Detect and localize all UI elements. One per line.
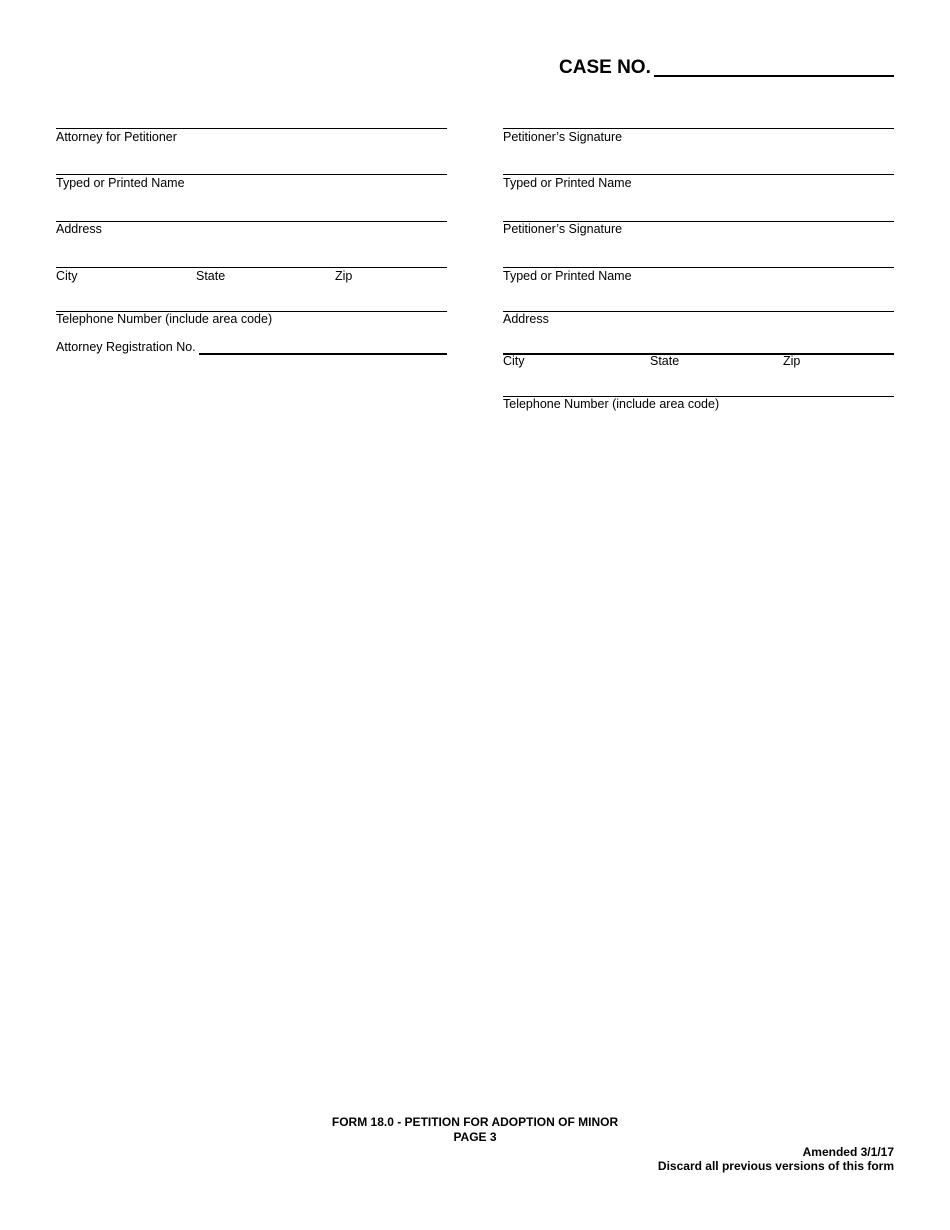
petitioner-city-state-zip-line[interactable] — [503, 353, 894, 355]
case-number-label: CASE NO. — [559, 57, 651, 78]
petitioner-city-label: City — [503, 354, 525, 368]
petitioner-2-typed-name-label: Typed or Printed Name — [503, 269, 632, 283]
petitioner-2-name-line[interactable] — [503, 267, 894, 268]
petitioner-1-signature-label: Petitioner’s Signature — [503, 130, 623, 144]
petitioner-2-signature-label: Petitioner’s Signature — [503, 222, 623, 236]
attorney-registration-field[interactable] — [199, 353, 447, 355]
petitioner-1-signature-line[interactable] — [503, 128, 894, 129]
attorney-registration-label: Attorney Registration No. — [56, 340, 196, 354]
petitioner-telephone-label: Telephone Number (include area code) — [503, 397, 720, 411]
attorney-typed-name-label: Typed or Printed Name — [56, 176, 185, 190]
attorney-telephone-label: Telephone Number (include area code) — [56, 312, 273, 326]
attorney-state-label: State — [196, 269, 226, 283]
petitioner-address-label: Address — [503, 312, 549, 326]
petitioner-state-label: State — [650, 354, 680, 368]
petitioner-address-line[interactable] — [503, 311, 894, 312]
form-title: FORM 18.0 - PETITION FOR ADOPTION OF MINOR — [331, 1115, 619, 1129]
attorney-name-line[interactable] — [56, 174, 447, 175]
attorney-zip-label: Zip — [335, 269, 353, 283]
case-number-field[interactable] — [654, 75, 894, 77]
petitioner-1-name-line[interactable] — [503, 174, 894, 175]
attorney-city-state-zip-line[interactable] — [56, 267, 447, 268]
attorney-address-line[interactable] — [56, 221, 447, 222]
attorney-city-label: City — [56, 269, 78, 283]
attorney-address-label: Address — [56, 222, 102, 236]
attorney-for-petitioner-label: Attorney for Petitioner — [56, 130, 177, 144]
petitioner-1-typed-name-label: Typed or Printed Name — [503, 176, 632, 190]
petitioner-zip-label: Zip — [783, 354, 801, 368]
page-number: PAGE 3 — [453, 1130, 497, 1144]
amended-date: Amended 3/1/17 — [802, 1145, 894, 1159]
attorney-signature-line[interactable] — [56, 128, 447, 129]
discard-notice: Discard all previous versions of this form — [657, 1159, 894, 1173]
